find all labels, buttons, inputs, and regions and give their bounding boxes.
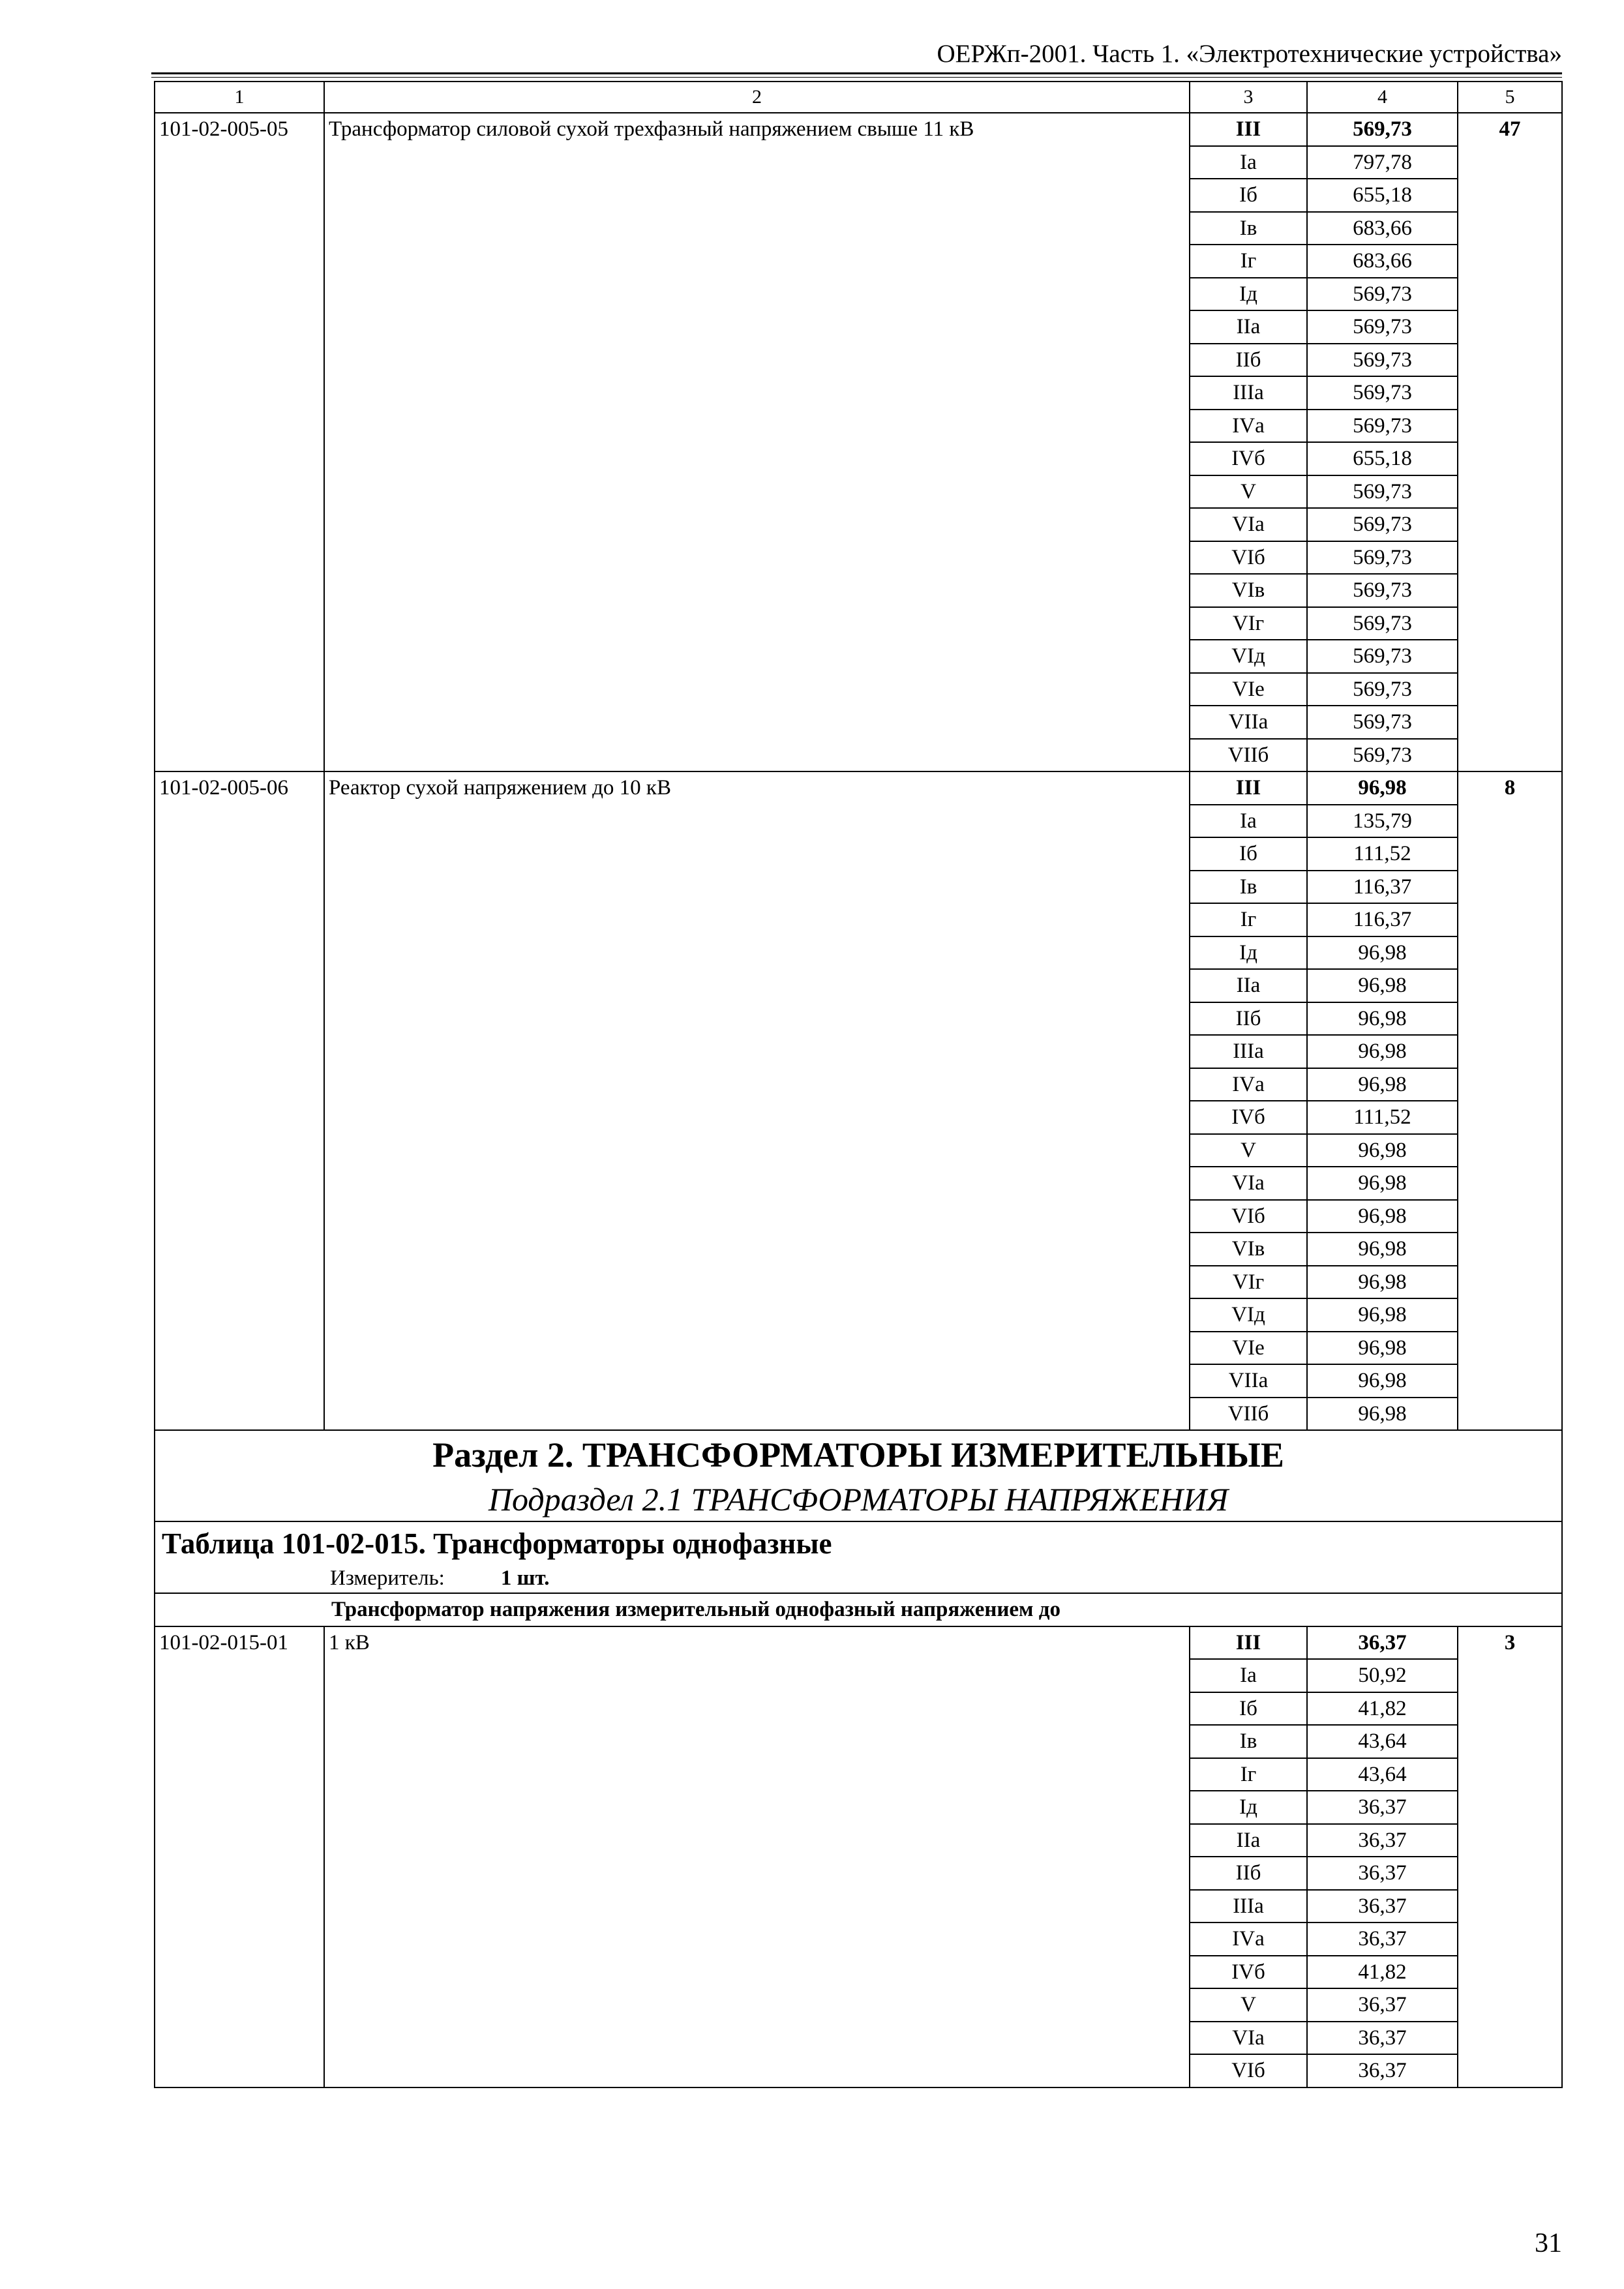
zone-value: 569,73 bbox=[1307, 376, 1458, 410]
item-column-5: 47 bbox=[1458, 113, 1562, 771]
item-code: 101-02-015-01 bbox=[155, 1626, 324, 2087]
item-code: 101-02-005-05 bbox=[155, 113, 324, 771]
group-header-row bbox=[155, 1593, 1562, 1626]
zone-code: IVб bbox=[1190, 442, 1307, 475]
zone-code: Iа bbox=[1190, 805, 1307, 838]
zone-code: IIб bbox=[1190, 1857, 1307, 1890]
zone-code: Iв bbox=[1190, 871, 1307, 904]
zone-value: 96,98 bbox=[1307, 1233, 1458, 1266]
item-code: 101-02-005-06 bbox=[155, 771, 324, 1430]
zone-value: 569,73 bbox=[1307, 344, 1458, 377]
group-header: Трансформатор напряжения измерительный однофазный напряжением до bbox=[155, 1593, 1562, 1626]
zone-value: 569,73 bbox=[1307, 574, 1458, 607]
header-rule-thin bbox=[151, 77, 1562, 78]
running-header: ОЕРЖп-2001. Часть 1. «Электротехнические устройства» bbox=[937, 40, 1562, 68]
zone-code: VIб bbox=[1190, 1200, 1307, 1233]
zone-value: 569,73 bbox=[1307, 278, 1458, 311]
zone-value: 569,73 bbox=[1307, 508, 1458, 541]
item-name: Трансформатор силовой сухой трехфазный напряжением свыше 11 кВ bbox=[324, 113, 1190, 771]
zone-code: VIIб bbox=[1190, 1398, 1307, 1431]
zone-value: 683,66 bbox=[1307, 245, 1458, 278]
zone-code: Iд bbox=[1190, 936, 1307, 970]
zone-value: 111,52 bbox=[1307, 837, 1458, 871]
zone-value: 96,98 bbox=[1307, 1068, 1458, 1101]
zone-code: VIа bbox=[1190, 508, 1307, 541]
zone-code: VIг bbox=[1190, 1266, 1307, 1299]
zone-value: 96,98 bbox=[1307, 1200, 1458, 1233]
zone-code: Iа bbox=[1190, 146, 1307, 179]
item-column-5: 8 bbox=[1458, 771, 1562, 1430]
table-title: Таблица 101-02-015. Трансформаторы однофазные bbox=[162, 1527, 832, 1560]
item-row bbox=[155, 771, 1562, 805]
column-number: 2 bbox=[324, 82, 1190, 113]
zone-code: Iд bbox=[1190, 278, 1307, 311]
zone-value: 96,98 bbox=[1307, 969, 1458, 1002]
norm-value: 96,98 bbox=[1307, 771, 1458, 805]
zone-value: 655,18 bbox=[1307, 442, 1458, 475]
zone-code: IIа bbox=[1190, 1824, 1307, 1857]
zone-value: 36,37 bbox=[1307, 1988, 1458, 2022]
zone-value: 96,98 bbox=[1307, 1332, 1458, 1365]
zone-code: IIб bbox=[1190, 1002, 1307, 1036]
zone-value: 569,73 bbox=[1307, 706, 1458, 739]
zone-value: 683,66 bbox=[1307, 212, 1458, 245]
zone-code: VIд bbox=[1190, 1298, 1307, 1332]
zone-value: 569,73 bbox=[1307, 739, 1458, 772]
zone-value: 569,73 bbox=[1307, 475, 1458, 509]
zone-code: Iб bbox=[1190, 837, 1307, 871]
zone-value: 96,98 bbox=[1307, 1035, 1458, 1068]
section-row bbox=[155, 1430, 1562, 1521]
zone-code: V bbox=[1190, 1134, 1307, 1167]
zone-value: 797,78 bbox=[1307, 146, 1458, 179]
zone-code: VIв bbox=[1190, 1233, 1307, 1266]
column-number-row bbox=[155, 82, 1562, 113]
zone-value: 569,73 bbox=[1307, 673, 1458, 706]
zone-code: IVб bbox=[1190, 1101, 1307, 1134]
zone-code: VIб bbox=[1190, 2054, 1307, 2087]
section-title: Раздел 2. ТРАНСФОРМАТОРЫ ИЗМЕРИТЕЛЬНЫЕ bbox=[432, 1435, 1284, 1474]
zone-code: VIе bbox=[1190, 673, 1307, 706]
zone-value: 36,37 bbox=[1307, 1857, 1458, 1890]
item-row bbox=[155, 113, 1562, 146]
zone-value: 116,37 bbox=[1307, 903, 1458, 936]
zone-value: 96,98 bbox=[1307, 1167, 1458, 1200]
zone-value: 36,37 bbox=[1307, 1922, 1458, 1956]
meter-label: Измеритель: bbox=[330, 1566, 445, 1590]
zone-code: V bbox=[1190, 1988, 1307, 2022]
meter-line bbox=[155, 1564, 1561, 1593]
column-number: 5 bbox=[1458, 82, 1562, 113]
item-name: Реактор сухой напряжением до 10 кВ bbox=[324, 771, 1190, 1430]
zone-code: IVа bbox=[1190, 410, 1307, 443]
zone-code: Iв bbox=[1190, 1725, 1307, 1758]
zone-code: Iд bbox=[1190, 1791, 1307, 1824]
column-number: 3 bbox=[1190, 82, 1307, 113]
zone-value: 569,73 bbox=[1307, 410, 1458, 443]
zone-value: 96,98 bbox=[1307, 1364, 1458, 1398]
zone-code: VIIб bbox=[1190, 739, 1307, 772]
norm-value: 36,37 bbox=[1307, 1626, 1458, 1660]
zone-code: IIа bbox=[1190, 310, 1307, 344]
zone-value: 43,64 bbox=[1307, 1725, 1458, 1758]
zone-code: IIIа bbox=[1190, 376, 1307, 410]
zone-code: VIд bbox=[1190, 640, 1307, 673]
zone-value: 41,82 bbox=[1307, 1956, 1458, 1989]
norm-zone: III bbox=[1190, 113, 1307, 146]
section-heading bbox=[155, 1430, 1562, 1521]
zone-value: 36,37 bbox=[1307, 2054, 1458, 2087]
norm-zone: III bbox=[1190, 1626, 1307, 1660]
zone-code: IIа bbox=[1190, 969, 1307, 1002]
zone-code: Iб bbox=[1190, 1692, 1307, 1726]
zone-value: 41,82 bbox=[1307, 1692, 1458, 1726]
zone-value: 96,98 bbox=[1307, 1002, 1458, 1036]
zone-code: VIб bbox=[1190, 541, 1307, 575]
subsection-title: Подраздел 2.1 ТРАНСФОРМАТОРЫ НАПРЯЖЕНИЯ bbox=[488, 1481, 1229, 1518]
meter-value: 1 шт. bbox=[500, 1566, 550, 1590]
zone-value: 36,37 bbox=[1307, 1890, 1458, 1923]
zone-value: 96,98 bbox=[1307, 1298, 1458, 1332]
zone-code: Iг bbox=[1190, 903, 1307, 936]
zone-code: IIIа bbox=[1190, 1035, 1307, 1068]
zone-value: 36,37 bbox=[1307, 2022, 1458, 2055]
header-rule bbox=[151, 72, 1562, 74]
table-title-row bbox=[155, 1521, 1562, 1593]
zone-code: IIб bbox=[1190, 344, 1307, 377]
zone-code: VIа bbox=[1190, 1167, 1307, 1200]
zone-code: Iа bbox=[1190, 1659, 1307, 1692]
zone-value: 43,64 bbox=[1307, 1758, 1458, 1791]
zone-value: 36,37 bbox=[1307, 1791, 1458, 1824]
column-number: 1 bbox=[155, 82, 324, 113]
norm-zone: III bbox=[1190, 771, 1307, 805]
zone-value: 36,37 bbox=[1307, 1824, 1458, 1857]
page-number: 31 bbox=[1535, 2228, 1562, 2258]
zone-value: 655,18 bbox=[1307, 179, 1458, 212]
table-heading bbox=[155, 1521, 1562, 1593]
item-name: 1 кВ bbox=[324, 1626, 1190, 2087]
zone-code: Iг bbox=[1190, 1758, 1307, 1791]
zone-code: VIIа bbox=[1190, 1364, 1307, 1398]
zone-value: 96,98 bbox=[1307, 1134, 1458, 1167]
zone-code: Iб bbox=[1190, 179, 1307, 212]
rates-table bbox=[154, 81, 1563, 2088]
zone-value: 116,37 bbox=[1307, 871, 1458, 904]
norm-value: 569,73 bbox=[1307, 113, 1458, 146]
zone-value: 96,98 bbox=[1307, 936, 1458, 970]
zone-value: 50,92 bbox=[1307, 1659, 1458, 1692]
zone-code: VIг bbox=[1190, 607, 1307, 640]
item-column-5: 3 bbox=[1458, 1626, 1562, 2087]
zone-value: 135,79 bbox=[1307, 805, 1458, 838]
zone-value: 569,73 bbox=[1307, 310, 1458, 344]
zone-code: IVб bbox=[1190, 1956, 1307, 1989]
zone-value: 96,98 bbox=[1307, 1398, 1458, 1431]
zone-value: 96,98 bbox=[1307, 1266, 1458, 1299]
zone-value: 569,73 bbox=[1307, 607, 1458, 640]
zone-code: VIIа bbox=[1190, 706, 1307, 739]
zone-code: IIIа bbox=[1190, 1890, 1307, 1923]
zone-code: Iв bbox=[1190, 212, 1307, 245]
zone-value: 111,52 bbox=[1307, 1101, 1458, 1134]
zone-code: VIа bbox=[1190, 2022, 1307, 2055]
zone-code: Iг bbox=[1190, 245, 1307, 278]
zone-code: VIе bbox=[1190, 1332, 1307, 1365]
column-number: 4 bbox=[1307, 82, 1458, 113]
zone-value: 569,73 bbox=[1307, 541, 1458, 575]
zone-code: IVа bbox=[1190, 1068, 1307, 1101]
zone-code: V bbox=[1190, 475, 1307, 509]
zone-value: 569,73 bbox=[1307, 640, 1458, 673]
item-row bbox=[155, 1626, 1562, 1660]
zone-code: IVа bbox=[1190, 1922, 1307, 1956]
zone-code: VIв bbox=[1190, 574, 1307, 607]
